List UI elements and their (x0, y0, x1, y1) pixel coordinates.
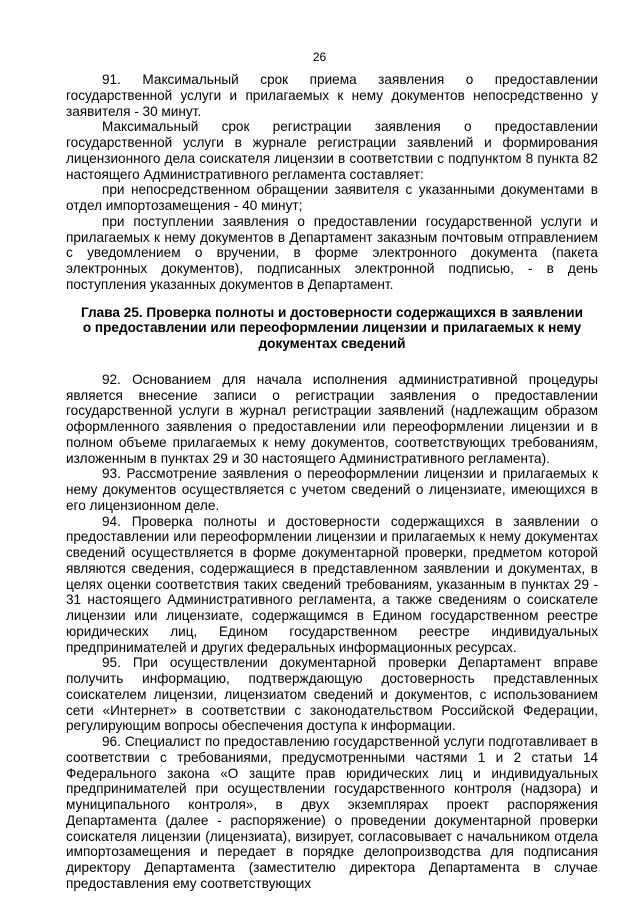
document-body (66, 72, 598, 892)
paragraph-93: 93. Рассмотрение заявления о переоформлении лицензии и прилагаемых к нему документов осуществляется с учетом сведений о лицензиате, имеющихся в его лицензионном деле. (66, 466, 598, 513)
paragraph-96: 96. Специалист по предоставлению государственной услуги подготавливает в соответствии с требованиями, предусмотренными частями 1 и 2 статьи 14 Федерального закона «О защите прав юридических лиц и индивидуальных предпринимателей при осуществлении государственного контроля (надзора) и муниципального контроля», в двух экземплярах проект распоряжения Департамента (далее - распоряжение) о проведении документарной проверки соискателя лицензии (лицензиата), визирует, согласовывает с начальником отдела импортозамещения и передает в порядке делопроизводства для подписания директору Департамента (заместителю директора Департамента в случае предоставления ему соответствующих (66, 734, 598, 891)
page-number: 26 (312, 50, 327, 64)
paragraph-91: 91. Максимальный срок приема заявления о предоставлении государственной услуги и прилагаемых к нему документов непосредственно у заявителя - 30 минут. (66, 72, 598, 119)
paragraph-direct-submission: при непосредственном обращении заявителя с указанными документами в отдел импортозамещения - 40 минут; (66, 182, 598, 213)
paragraph-95: 95. При осуществлении документарной проверки Департамент вправе получить информацию, подтверждающую достоверность представленных соискателем лицензии, лицензиатом сведений и документов, с использованием сети «Интернет» в соответствии с законодательством Российской Федерации, регулирующим вопросы обеспечения доступа к информации. (66, 655, 598, 734)
paragraph-92: 92. Основанием для начала исполнения административной процедуры является внесение записи о регистрации заявления о предоставлении государственной услуги в журнал регистрации заявлений (надлежащим образом оформленного заявления о предоставлении или переоформлении лицензии и в полном объеме прилагаемых к нему документов, соответствующих требованиям, изложенным в пунктах 29 и 30 настоящего Административного регламента). (66, 371, 598, 466)
paragraph-postal-submission: при поступлении заявления о предоставлении государственной услуги и прилагаемых к нему документов в Департамент заказным почтовым отправлением с уведомлением о вручении, в форме электронного документа (пакета электронных документов), подписанных электронной подписью, - в день поступления указанных документов в Департамент. (66, 213, 598, 292)
chapter-heading: Глава 25. Проверка полноты и достоверности содержащихся в заявлении о предоставлении или переоформлении лицензии и прилагаемых к нему документах сведений (81, 304, 583, 351)
paragraph-registration-term: Максимальный срок регистрации заявления о предоставлении государственной услуги в журнале регистрации заявлений и формирования лицензионного дела соискателя лицензии в соответствии с подпунктом 8 пункта 82 настоящего Административного регламента составляет: (66, 119, 598, 182)
paragraph-94: 94. Проверка полноты и достоверности содержащихся в заявлении о предоставлении или переоформлении лицензии и прилагаемых к нему документах сведений осуществляется в форме документарной проверки, предметом которой являются сведения, содержащиеся в представленном заявлении и документах, в целях оценки соответствия таких сведений требованиям, указанным в пунктах 29 - 31 настоящего Административного регламента, а также сведениям о соискателе лицензии или лицензиате, содержащимся в Едином государственном реестре юридических лиц, Едином государственном реестре индивидуальных предпринимателей и других федеральных информационных ресурсах. (66, 513, 598, 655)
